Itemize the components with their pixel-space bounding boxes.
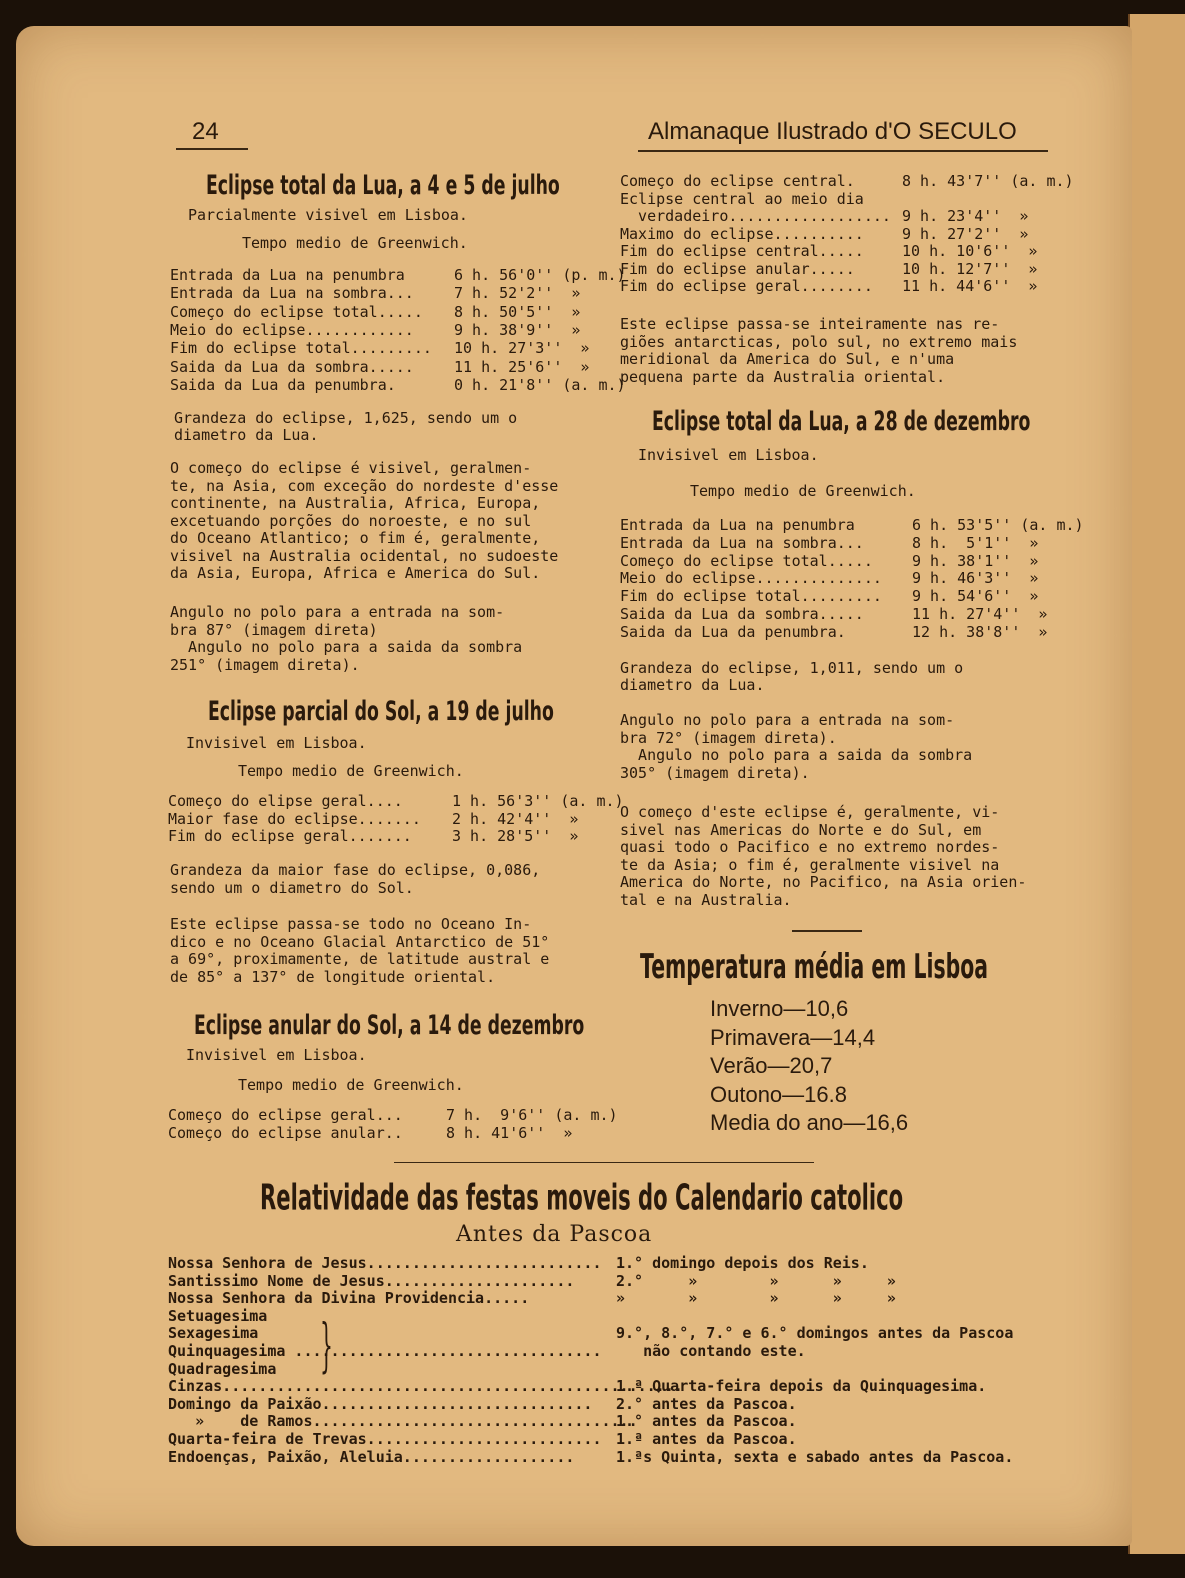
festa-rule: 1.° domingo depois dos Reis. (616, 1254, 869, 1272)
time-row-label: Entrada da Lua na sombra... (170, 284, 414, 303)
page-number: 24 (192, 118, 219, 145)
time-row-value: 1 h. 56'3'' (a. m.) (452, 792, 624, 810)
festas-divider (394, 1162, 814, 1163)
time-row-label: Começo do eclipse anular.. (168, 1124, 403, 1142)
festa-rule: 1.ª antes da Pascoa. (616, 1430, 797, 1448)
time-row-value: 3 h. 28'5'' » (452, 827, 579, 845)
time-row-label: Entrada da Lua na penumbra (620, 516, 855, 534)
lunar-dec-visibility: Invisivel em Lisboa. (638, 446, 819, 464)
lunar-dec-visibility-text: O começo d'este eclipse é, geralmente, vi- sivel nas Americas do Norte e do Sul, em quasi todo o Pacifico e no extremo nordes- te da Asia; o fim é, geralmente visivel na America do Norte, no Pacifico, na Asia orien- tal e na Australia. (620, 803, 1027, 909)
lunar-july-time-ref: Tempo medio de Greenwich. (242, 234, 468, 252)
festas-title: Relatividade das festas moveis do Calendario catolico (260, 1176, 904, 1219)
time-row-label: Saida da Lua da sombra..... (620, 605, 864, 623)
time-row-value: 8 h. 5'1'' » (912, 533, 1039, 552)
time-row-label: Começo do elipse geral.... (168, 792, 403, 810)
time-row-value: 9 h. 54'6'' » (912, 587, 1039, 606)
time-row-value: 8 h. 50'5'' » (454, 302, 581, 321)
time-row-value: 8 h. 43'7'' (a. m.) (902, 172, 1074, 190)
section-title-solar-dec: Eclipse anular do Sol, a 14 de dezembro (194, 1010, 585, 1041)
almanac-page (16, 26, 1132, 1546)
time-row-value: 10 h. 27'3'' » (454, 339, 590, 358)
section-title-lunar-dec: Eclipse total da Lua, a 28 de dezembro (652, 406, 1031, 437)
time-row-label: Meio do eclipse.............. (620, 569, 882, 588)
solar-july-visibility: Invisivel em Lisboa. (186, 734, 367, 752)
festa-rule: 2.° » » » » (616, 1271, 896, 1290)
solar-july-magnitude: Grandeza da maior fase do eclipse, 0,086, sendo um o diametro do Sol. (170, 861, 541, 897)
festa-rule: não contando este. (616, 1342, 806, 1360)
time-row-label: Fim do eclipse geral........ (620, 277, 873, 295)
festa-rule: 1.ª Quarta-feira depois da Quinquagesima. (616, 1377, 987, 1396)
solar-july-time-ref: Tempo medio de Greenwich. (238, 762, 464, 780)
lunar-dec-polar-angles: Angulo no polo para a entrada na som- bra 72° (imagem direta). Angulo no polo para a saida da sombra 305° (imagem direta). (620, 711, 973, 782)
time-row-value: 9 h. 38'9'' » (454, 320, 581, 339)
time-row-value: 8 h. 41'6'' » (446, 1124, 573, 1142)
time-row-value: 10 h. 10'6'' » (902, 242, 1038, 260)
solar-july-region: Este eclipse passa-se todo no Oceano In- dico e no Oceano Glacial Antarctico de 51° a 69°, proximamente, de latitude austral e de 85° a 137° de longitude oriental. (170, 915, 550, 986)
time-row-value: 2 h. 42'4'' » (452, 809, 579, 828)
festa-name: Domingo da Paixão.............................. (168, 1394, 593, 1413)
time-row-value: 11 h. 44'6'' » (902, 277, 1038, 295)
header-rule (638, 150, 1048, 152)
temperature-item: Primavera—14,4 (710, 1024, 876, 1050)
adjacent-page-edge (1128, 14, 1185, 1554)
time-row-label: Eclipse central ao meio dia (620, 189, 864, 208)
temperature-item: Verão—20,7 (710, 1053, 833, 1078)
temperature-item: Outono—16.8 (710, 1081, 847, 1107)
festas-subtitle: Antes da Pascoa (456, 1222, 653, 1247)
temperature-item: Inverno—10,6 (710, 996, 849, 1021)
festa-rule: 1.° antes da Pascoa. (616, 1412, 797, 1431)
festa-name: Quinquagesima .................................. (168, 1342, 602, 1360)
time-row-label: Começo do eclipse central. (620, 172, 855, 190)
time-row-value: 9 h. 46'3'' » (912, 569, 1039, 588)
time-row-value: 9 h. 27'2'' » (902, 224, 1029, 243)
lunar-july-visibility-text: O começo do eclipse é visivel, geralmen- te, na Asia, com exceção do nordeste d'esse continente, na Australia, Africa, Europa, excetuando porções do noroeste, e no sul do Oceano Atlantico; o fim é, geralmente, visivel na Australia ocidental, no sudoeste da Asia, Europa, Africa e America do Sul. (170, 459, 559, 582)
time-row-label: Fim do eclipse anular..... (620, 259, 855, 278)
festa-name: Setuagesima (168, 1306, 268, 1325)
festa-name: Quarta-feira de Trevas.......................... (168, 1430, 602, 1448)
time-row-value: 10 h. 12'7'' » (902, 259, 1038, 278)
festa-name: Santissimo Nome de Jesus..................... (168, 1271, 575, 1290)
time-row-label: verdadeiro.................. (620, 207, 891, 225)
lunar-july-polar-angles: Angulo no polo para a entrada na som- bra 87° (imagem direta) Angulo no polo para a saida da sombra 251° (imagem direta). (170, 603, 523, 674)
section-title-lunar-july: Eclipse total da Lua, a 4 e 5 de julho (206, 170, 560, 201)
time-row-value: 9 h. 38'1'' » (912, 551, 1039, 570)
temperature-item: Media do ano—16,6 (710, 1110, 909, 1135)
time-row-value: 6 h. 53'5'' (a. m.) (912, 516, 1084, 534)
lunar-dec-magnitude: Grandeza do eclipse, 1,011, sendo um o diametro da Lua. (620, 659, 964, 694)
time-row-label: Começo do eclipse geral... (168, 1106, 403, 1124)
festa-rule: » » » » » (616, 1289, 896, 1308)
festa-rule: 9.°, 8.°, 7.° e 6.° domingos antes da Pascoa (616, 1324, 1014, 1343)
festa-rule: 1.ªs Quinta, sexta e sabado antes da Pascoa. (616, 1447, 1014, 1466)
time-row-value: 6 h. 56'0'' (p. m.) (454, 266, 626, 284)
festa-rule: 2.° antes da Pascoa. (616, 1394, 797, 1413)
time-row-label: Fim do eclipse central..... (620, 242, 864, 260)
time-row-label: Fim do eclipse total......... (620, 587, 882, 606)
time-row-label: Entrada da Lua na sombra... (620, 533, 864, 552)
page-number-rule (176, 148, 248, 150)
running-title: Almanaque Ilustrado d'O SECULO (648, 118, 1017, 145)
time-row-label: Começo do eclipse total..... (170, 302, 423, 321)
time-row-label: Fim do eclipse total......... (170, 339, 432, 358)
section-divider (792, 930, 862, 932)
time-row-label: Maximo do eclipse.......... (620, 224, 864, 243)
time-row-label: Saida da Lua da penumbra. (620, 622, 846, 641)
brace-symbol: } (320, 1311, 333, 1379)
festa-name: Sexagesima (168, 1324, 259, 1343)
solar-dec-visibility: Invisivel em Lisboa. (186, 1046, 367, 1064)
festa-name: Cinzas................................................... (168, 1377, 683, 1396)
time-row-value: 12 h. 38'8'' » (912, 622, 1048, 641)
time-row-label: Começo do eclipse total..... (620, 551, 873, 570)
time-row-value: 0 h. 21'8'' (a. m.) (454, 375, 626, 394)
time-row-label: Maior fase do eclipse....... (168, 809, 421, 828)
festa-name: Endoenças, Paixão, Aleluia................... (168, 1447, 575, 1466)
lunar-july-visibility: Parcialmente visivel em Lisboa. (188, 206, 468, 224)
solar-dec-region: Este eclipse passa-se inteiramente nas re- giões antarcticas, polo sul, no extremo mais meridional da America do Sul, e n'uma pequena parte da Australia oriental. (620, 315, 1018, 386)
time-row-label: Saida da Lua da penumbra. (170, 375, 396, 394)
festa-name: Nossa Senhora da Divina Providencia..... (168, 1289, 530, 1308)
festa-name: » de Ramos.................................... (168, 1412, 638, 1431)
festa-name: Nossa Senhora de Jesus.......................... (168, 1254, 602, 1272)
time-row-value: 9 h. 23'4'' » (902, 207, 1029, 225)
time-row-value: 11 h. 27'4'' » (912, 605, 1048, 623)
solar-dec-time-ref: Tempo medio de Greenwich. (238, 1076, 464, 1094)
lunar-dec-time-ref: Tempo medio de Greenwich. (690, 482, 916, 500)
time-row-label: Saida da Lua da sombra..... (170, 357, 414, 376)
time-row-label: Meio do eclipse............ (170, 320, 414, 339)
lunar-july-magnitude: Grandeza do eclipse, 1,625, sendo um o diametro da Lua. (174, 409, 518, 444)
time-row-label: Entrada da Lua na penumbra (170, 266, 405, 284)
time-row-value: 7 h. 52'2'' » (454, 284, 581, 303)
time-row-value: 11 h. 25'6'' » (454, 357, 590, 376)
festa-name: Quadragesima (168, 1359, 277, 1378)
time-row-value: 7 h. 9'6'' (a. m.) (446, 1106, 618, 1124)
time-row-label: Fim do eclipse geral....... (168, 827, 412, 845)
temperature-title: Temperatura média em Lisboa (640, 948, 989, 988)
section-title-solar-july: Eclipse parcial do Sol, a 19 de julho (208, 696, 554, 727)
